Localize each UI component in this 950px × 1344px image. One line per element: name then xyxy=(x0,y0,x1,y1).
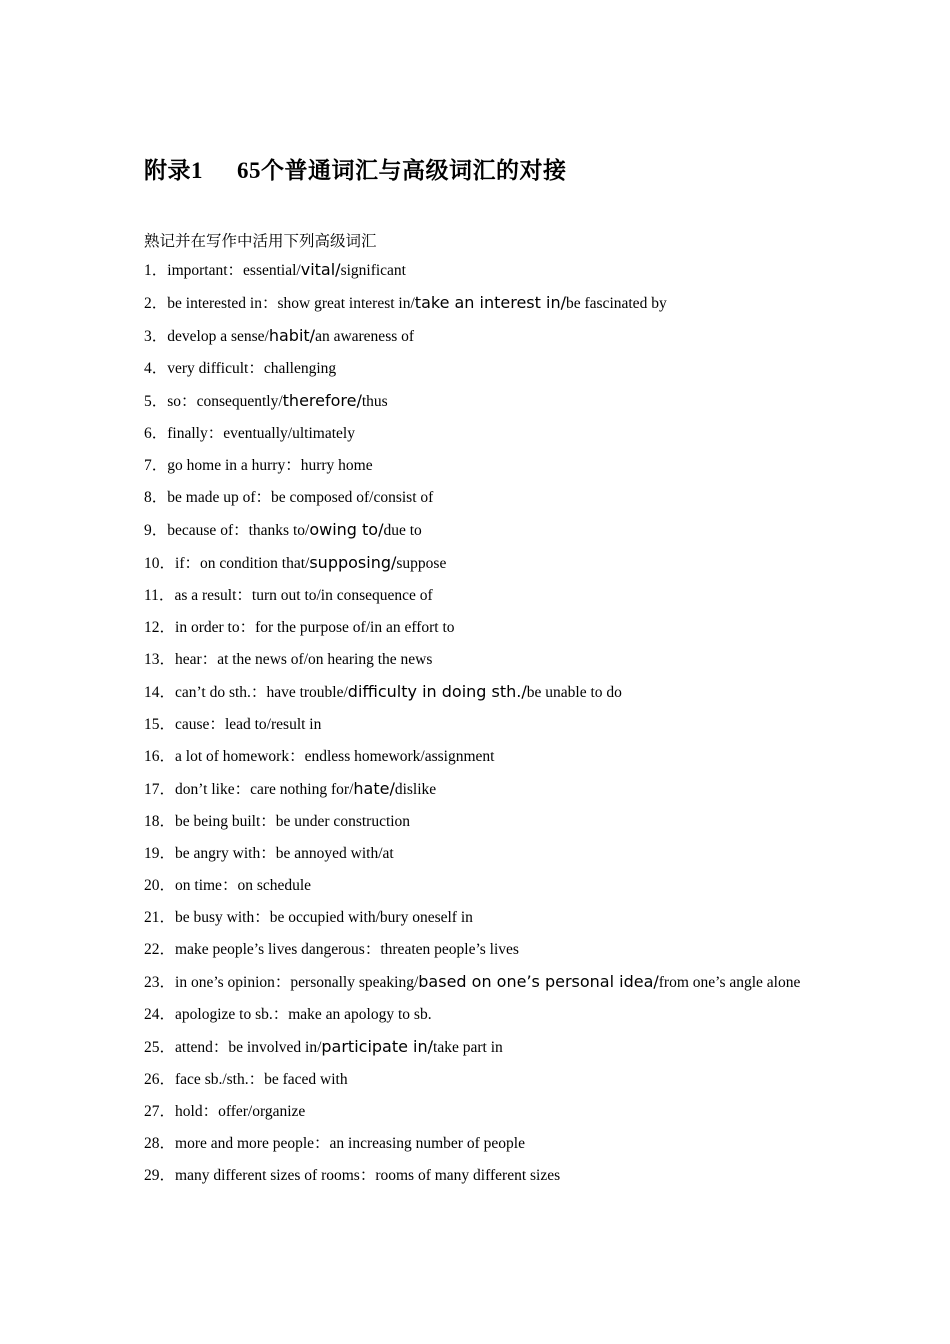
item-common-word: face sb./sth.： xyxy=(175,1071,265,1088)
item-number: 8． xyxy=(144,489,168,506)
item-common-word: if： xyxy=(175,555,200,572)
item-common-word: be angry with： xyxy=(175,845,276,862)
item-advanced-phrase: an awareness of xyxy=(315,328,415,345)
item-advanced-phrase-highlight: therefore/ xyxy=(282,391,362,410)
page-title xyxy=(144,152,567,185)
item-number: 21． xyxy=(144,909,176,926)
item-number: 12． xyxy=(144,619,176,636)
vocab-item xyxy=(144,741,824,773)
vocab-item xyxy=(144,966,824,999)
item-common-word: make people’s lives dangerous： xyxy=(175,941,381,958)
item-common-word: more and more people： xyxy=(175,1135,330,1152)
vocab-item xyxy=(144,385,824,418)
item-advanced-phrase-highlight: habit/ xyxy=(268,326,316,345)
item-number: 6． xyxy=(144,425,168,442)
vocab-item xyxy=(144,287,824,320)
item-advanced-phrase: eventually/ultimately xyxy=(223,425,355,442)
vocab-item xyxy=(144,254,824,287)
vocab-item xyxy=(144,353,824,385)
vocab-item xyxy=(144,1096,824,1128)
item-advanced-phrase-highlight: based on one’s personal idea/ xyxy=(418,972,659,991)
item-number: 20． xyxy=(144,877,176,894)
item-advanced-phrase-highlight: participate in/ xyxy=(321,1037,434,1056)
vocab-item xyxy=(144,580,824,612)
vocab-item xyxy=(144,838,824,870)
item-advanced-phrase: have trouble/ xyxy=(266,684,348,701)
item-advanced-phrase: consequently/ xyxy=(196,393,283,410)
vocab-item xyxy=(144,644,824,676)
item-number: 5． xyxy=(144,393,168,410)
item-advanced-phrase: threaten people’s lives xyxy=(380,941,519,958)
vocab-item xyxy=(144,1128,824,1160)
item-common-word: apologize to sb.： xyxy=(175,1006,289,1023)
vocab-item xyxy=(144,870,824,902)
item-advanced-phrase: due to xyxy=(383,522,422,539)
item-number: 23． xyxy=(144,974,176,991)
item-number: 14． xyxy=(144,684,176,701)
item-common-word: so： xyxy=(167,393,197,410)
item-number: 3． xyxy=(144,328,168,345)
item-advanced-phrase: lead to/result in xyxy=(224,716,322,733)
vocab-item xyxy=(144,1160,824,1192)
item-number: 25． xyxy=(144,1039,176,1056)
vocab-item xyxy=(144,999,824,1031)
item-number: 26． xyxy=(144,1071,176,1088)
item-common-word: on time： xyxy=(175,877,238,894)
vocab-item xyxy=(144,320,824,353)
item-common-word: because of： xyxy=(167,522,249,539)
vocab-item xyxy=(144,482,824,514)
item-advanced-phrase-highlight: difficulty in doing sth./ xyxy=(347,682,527,701)
item-advanced-phrase: be composed of/consist of xyxy=(271,489,434,506)
item-advanced-phrase: care nothing for/ xyxy=(250,781,354,798)
item-number: 29． xyxy=(144,1167,176,1184)
item-advanced-phrase-highlight: take an interest in/ xyxy=(414,293,566,312)
item-common-word: very difficult： xyxy=(167,360,264,377)
item-advanced-phrase: be involved in/ xyxy=(228,1039,322,1056)
item-advanced-phrase: thanks to/ xyxy=(248,522,310,539)
item-advanced-phrase: significant xyxy=(340,262,406,279)
item-advanced-phrase: at the news of/on hearing the news xyxy=(217,651,433,668)
item-common-word: hear： xyxy=(175,651,218,668)
vocab-item xyxy=(144,514,824,547)
item-common-word: as a result： xyxy=(174,587,252,604)
item-common-word: important： xyxy=(167,262,244,279)
item-advanced-phrase: on condition that/ xyxy=(199,555,310,572)
item-advanced-phrase-highlight: hate/ xyxy=(353,779,395,798)
item-number: 18． xyxy=(144,813,176,830)
item-common-word: many different sizes of rooms： xyxy=(175,1167,376,1184)
item-number: 15． xyxy=(144,716,176,733)
vocab-item xyxy=(144,902,824,934)
item-common-word: develop a sense/ xyxy=(167,328,269,345)
item-common-word: go home in a hurry： xyxy=(167,457,301,474)
vocab-item xyxy=(144,418,824,450)
item-number: 2． xyxy=(144,295,168,312)
item-number: 1． xyxy=(144,262,168,279)
item-advanced-phrase: offer/organize xyxy=(218,1103,306,1120)
item-number: 19． xyxy=(144,845,176,862)
item-common-word: be busy with： xyxy=(175,909,270,926)
item-advanced-phrase: show great interest in/ xyxy=(277,295,415,312)
item-advanced-phrase: be faced with xyxy=(264,1071,348,1088)
vocab-item xyxy=(144,450,824,482)
vocab-item xyxy=(144,547,824,580)
item-number: 22． xyxy=(144,941,176,958)
vocab-item xyxy=(144,773,824,806)
item-advanced-phrase: be fascinated by xyxy=(565,295,667,312)
title-prefix: 附录 xyxy=(144,158,191,184)
vocab-item xyxy=(144,1031,824,1064)
item-common-word: finally： xyxy=(167,425,224,442)
item-common-word: cause： xyxy=(175,716,225,733)
item-advanced-phrase: suppose xyxy=(396,555,447,572)
item-common-word: in one’s opinion： xyxy=(175,974,291,991)
item-number: 10． xyxy=(144,555,176,572)
item-number: 17． xyxy=(144,781,176,798)
item-number: 27． xyxy=(144,1103,176,1120)
item-common-word: attend： xyxy=(175,1039,229,1056)
item-advanced-phrase: be annoyed with/at xyxy=(275,845,394,862)
item-number: 13． xyxy=(144,651,176,668)
item-number: 9． xyxy=(144,522,168,539)
title-count: 65 xyxy=(237,158,262,183)
section-subtitle: 熟记并在写作中活用下列高级词汇 xyxy=(144,232,377,250)
item-advanced-phrase: essential/ xyxy=(243,262,301,279)
item-number: 28． xyxy=(144,1135,176,1152)
vocab-item xyxy=(144,612,824,644)
item-number: 11． xyxy=(144,587,175,604)
title-main-text: 个普通词汇与高级词汇的对接 xyxy=(261,158,567,184)
item-advanced-phrase: make an apology to sb. xyxy=(288,1006,432,1023)
item-advanced-phrase: be occupied with/bury oneself in xyxy=(269,909,473,926)
vocab-item xyxy=(144,1064,824,1096)
item-advanced-phrase: be unable to do xyxy=(526,684,622,701)
item-advanced-phrase: challenging xyxy=(263,360,337,377)
item-number: 24． xyxy=(144,1006,176,1023)
item-advanced-phrase-highlight: owing to/ xyxy=(309,520,384,539)
item-advanced-phrase: endless homework/assignment xyxy=(304,748,495,765)
vocabulary-list xyxy=(144,254,824,1192)
item-advanced-phrase: on schedule xyxy=(237,877,312,894)
item-common-word: don’t like： xyxy=(175,781,251,798)
vocab-item xyxy=(144,934,824,966)
item-common-word: a lot of homework： xyxy=(175,748,305,765)
item-number: 16． xyxy=(144,748,176,765)
item-advanced-phrase: turn out to/in consequence of xyxy=(251,587,433,604)
item-advanced-phrase: for the purpose of/in an effort to xyxy=(255,619,455,636)
item-advanced-phrase-highlight: supposing/ xyxy=(309,553,397,572)
item-common-word: be interested in： xyxy=(167,295,278,312)
item-common-word: hold： xyxy=(175,1103,219,1120)
item-common-word: be made up of： xyxy=(167,489,271,506)
item-advanced-phrase: an increasing number of people xyxy=(329,1135,525,1152)
item-common-word: can’t do sth.： xyxy=(175,684,267,701)
title-appendix-number: 1 xyxy=(191,158,203,183)
item-advanced-phrase: from one’s angle alone xyxy=(658,974,801,991)
item-advanced-phrase: rooms of many different sizes xyxy=(375,1167,561,1184)
item-number: 7． xyxy=(144,457,168,474)
item-advanced-phrase: hurry home xyxy=(300,457,373,474)
item-advanced-phrase: personally speaking/ xyxy=(290,974,419,991)
vocab-item xyxy=(144,709,824,741)
vocab-item xyxy=(144,806,824,838)
item-common-word: in order to： xyxy=(175,619,256,636)
vocab-item xyxy=(144,676,824,709)
item-advanced-phrase: be under construction xyxy=(275,813,411,830)
item-advanced-phrase: dislike xyxy=(394,781,437,798)
item-advanced-phrase-highlight: vital/ xyxy=(300,260,341,279)
item-advanced-phrase: thus xyxy=(361,393,388,410)
item-advanced-phrase: take part in xyxy=(433,1039,503,1056)
item-common-word: be being built： xyxy=(175,813,276,830)
item-number: 4． xyxy=(144,360,168,377)
